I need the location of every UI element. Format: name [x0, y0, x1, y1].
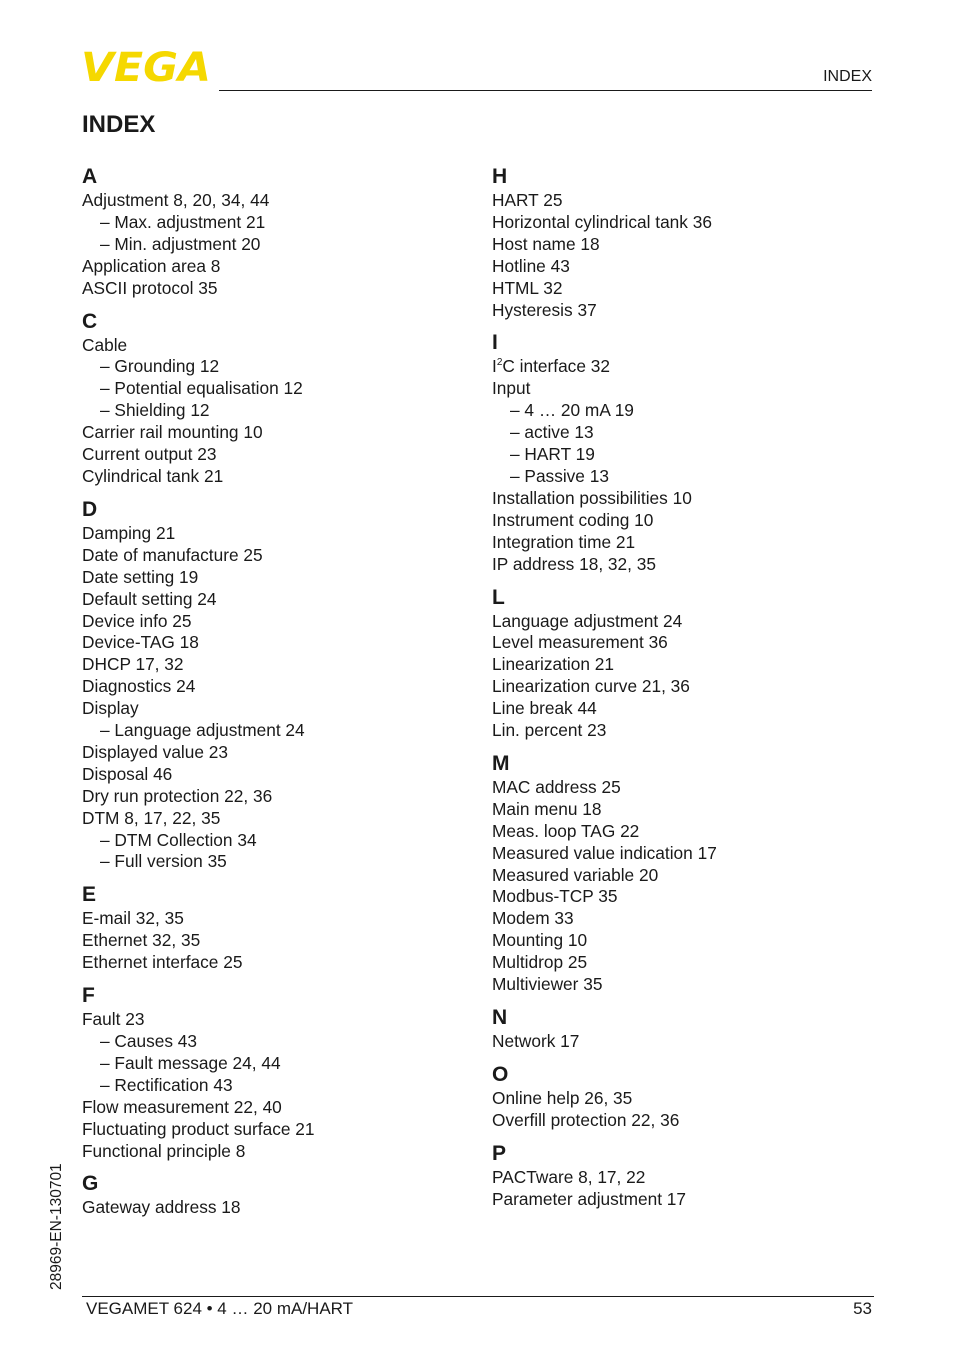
entry-text: Main menu 18 — [492, 798, 602, 819]
index-entry — [492, 1189, 872, 1211]
vega-logo — [80, 50, 212, 84]
index-entry — [82, 1141, 462, 1163]
index-entry — [82, 545, 462, 567]
index-entry — [492, 676, 872, 698]
page-number: 53 — [853, 1299, 872, 1318]
index-letter: F — [82, 984, 95, 1008]
index-entry — [492, 1088, 872, 1110]
index-entry — [492, 908, 872, 930]
index-entry — [492, 378, 872, 400]
index-section-o — [492, 1062, 872, 1132]
index-subentry — [82, 356, 462, 378]
entry-text: Multiviewer 35 — [492, 974, 603, 995]
index-letter: E — [82, 883, 97, 907]
index-entry — [82, 786, 462, 808]
entry-text: – Causes 43 — [100, 1031, 198, 1051]
entry-text: Integration time 21 — [492, 531, 636, 552]
entry-text: – Passive 13 — [510, 465, 609, 486]
index-subentry — [82, 378, 462, 400]
entry-text: Diagnostics 24 — [82, 676, 196, 697]
index-letter: O — [492, 1062, 509, 1086]
entry-text: Overfill protection 22, 36 — [492, 1109, 680, 1130]
entry-text: Parameter adjustment 17 — [492, 1188, 687, 1209]
index-entry — [492, 886, 872, 908]
header-section-label: INDEX — [823, 68, 872, 85]
entry-text: Cylindrical tank 21 — [82, 465, 224, 486]
index-entry — [492, 190, 872, 212]
entry-text: Date setting 19 — [82, 566, 199, 587]
entry-text: – Max. adjustment 21 — [100, 211, 266, 232]
entry-text: Modem 33 — [492, 908, 574, 929]
index-section-i — [492, 330, 872, 575]
index-entry — [82, 698, 462, 720]
entry-superscript: 2 — [496, 357, 503, 369]
index-letter: P — [492, 1141, 507, 1165]
index-entry — [82, 589, 462, 611]
index-entry — [82, 1197, 462, 1219]
index-entry — [82, 930, 462, 952]
index-entry — [82, 444, 462, 466]
index-subentry — [82, 1031, 462, 1053]
index-section-g — [82, 1171, 462, 1219]
index-entry — [492, 952, 872, 974]
index-subentry — [82, 830, 462, 852]
entry-text: Hotline 43 — [492, 255, 570, 276]
index-entry — [82, 676, 462, 698]
index-entry — [492, 611, 872, 633]
index-section-d — [82, 497, 462, 874]
page-title: INDEX — [82, 111, 156, 138]
index-subentry — [492, 444, 872, 466]
index-entry — [492, 1031, 872, 1053]
entry-text: Default setting 24 — [82, 588, 217, 609]
entry-text: – Min. adjustment 20 — [100, 233, 261, 254]
index-subentry — [82, 400, 462, 422]
index-entry — [82, 567, 462, 589]
index-entry — [492, 532, 872, 554]
entry-text: Fault 23 — [82, 1009, 145, 1030]
index-entry — [492, 356, 872, 378]
entry-text: Device-TAG 18 — [82, 632, 199, 653]
entry-text: HART 25 — [492, 190, 563, 210]
index-entry — [492, 234, 872, 256]
entry-text: Installation possibilities 10 — [492, 487, 692, 508]
index-section-l — [492, 585, 872, 742]
entry-text: IP address 18, 32, 35 — [492, 553, 656, 574]
index-entry — [82, 742, 462, 764]
entry-text: Language adjustment 24 — [492, 610, 683, 631]
entry-text: Displayed value 23 — [82, 741, 229, 762]
index-entry — [492, 1110, 872, 1132]
index-entry — [492, 554, 872, 576]
index-entry — [82, 654, 462, 676]
index-entry — [492, 777, 872, 799]
entry-text: Instrument coding 10 — [492, 509, 654, 530]
entry-text: – DTM Collection 34 — [100, 829, 257, 850]
entry-text: E-mail 32, 35 — [82, 908, 184, 929]
entry-text: – Full version 35 — [100, 851, 227, 872]
entry-text: Line break 44 — [492, 698, 597, 719]
index-subentry — [82, 1053, 462, 1075]
index-entry — [82, 808, 462, 830]
entry-text: Online help 26, 35 — [492, 1087, 633, 1108]
entry-text: ASCII protocol 35 — [82, 277, 218, 298]
index-entry — [492, 974, 872, 996]
index-subentry — [82, 1075, 462, 1097]
entry-text: Functional principle 8 — [82, 1140, 246, 1161]
index-entry — [492, 256, 872, 278]
entry-text: Ethernet 32, 35 — [82, 930, 201, 951]
index-entry — [492, 488, 872, 510]
index-subentry — [82, 720, 462, 742]
index-entry — [492, 799, 872, 821]
index-entry — [82, 1119, 462, 1141]
entry-text: – Rectification 43 — [100, 1074, 233, 1095]
index-column-right — [492, 164, 872, 1220]
entry-text: Hysteresis 37 — [492, 299, 597, 320]
index-section-e — [82, 882, 462, 974]
index-subentry — [82, 851, 462, 873]
entry-text: Input — [492, 378, 531, 399]
entry-prefix: I — [492, 356, 497, 377]
entry-text: – Language adjustment 24 — [100, 720, 305, 741]
index-section-c — [82, 309, 462, 488]
entry-text: – active 13 — [510, 422, 594, 443]
index-entry — [492, 698, 872, 720]
entry-text: – Shielding 12 — [100, 400, 210, 421]
index-entry — [492, 843, 872, 865]
entry-text: DHCP 17, 32 — [82, 654, 184, 675]
entry-text: MAC address 25 — [492, 776, 621, 797]
index-entry — [492, 720, 872, 742]
entry-text: PACTware 8, 17, 22 — [492, 1166, 646, 1187]
index-letter: L — [492, 585, 505, 609]
index-entry — [82, 466, 462, 488]
index-letter: N — [492, 1006, 508, 1029]
entry-text: Multidrop 25 — [492, 952, 588, 973]
entry-text: Lin. percent 23 — [492, 720, 607, 741]
entry-text: Device info 25 — [82, 610, 192, 631]
index-entry — [492, 930, 872, 952]
entry-text: Measured variable 20 — [492, 864, 659, 885]
entry-text: Fluctuating product surface 21 — [82, 1118, 315, 1139]
index-letter: D — [82, 497, 98, 521]
entry-text: Linearization curve 21, 36 — [492, 676, 690, 697]
entry-text: – HART 19 — [510, 444, 595, 465]
entry-text: Host name 18 — [492, 233, 600, 254]
index-entry — [492, 865, 872, 887]
index-entry — [82, 278, 462, 300]
index-entry — [82, 1097, 462, 1119]
entry-text: Mounting 10 — [492, 930, 588, 951]
index-entry — [82, 422, 462, 444]
entry-text: C interface 32 — [502, 356, 610, 377]
index-section-h — [492, 164, 872, 321]
entry-text: Meas. loop TAG 22 — [492, 820, 640, 841]
index-subentry — [492, 400, 872, 422]
entry-text: Dry run protection 22, 36 — [82, 785, 273, 806]
index-entry — [492, 632, 872, 654]
index-entry — [492, 821, 872, 843]
entry-text: Ethernet interface 25 — [82, 952, 243, 973]
entry-text: – Potential equalisation 12 — [100, 378, 303, 399]
footer-product: VEGAMET 624 • 4 … 20 mA/HART — [86, 1299, 354, 1318]
entry-text: Linearization 21 — [492, 654, 615, 675]
index-section-a — [82, 164, 462, 300]
entry-text: Adjustment 8, 20, 34, 44 — [82, 190, 270, 210]
entry-text: Measured value indication 17 — [492, 842, 717, 863]
entry-text: – 4 … 20 mA 19 — [510, 400, 634, 421]
header-rule — [219, 90, 872, 91]
index-entry — [82, 611, 462, 633]
entry-text: Horizontal cylindrical tank 36 — [492, 211, 712, 232]
index-subentry — [82, 234, 462, 256]
index-entry — [82, 764, 462, 786]
index-entry — [82, 256, 462, 278]
index-section-n — [492, 1005, 872, 1053]
index-entry — [82, 908, 462, 930]
entry-text: Damping 21 — [82, 522, 176, 543]
index-entry — [492, 212, 872, 234]
index-entry — [82, 632, 462, 654]
entry-text: Network 17 — [492, 1031, 580, 1051]
vega-logo-text: VEGA — [81, 50, 211, 84]
index-letter: G — [82, 1172, 99, 1196]
index-subentry — [492, 422, 872, 444]
entry-text: HTML 32 — [492, 277, 563, 298]
index-entry — [82, 952, 462, 974]
index-entry — [492, 654, 872, 676]
index-entry — [82, 1009, 462, 1031]
entry-text: – Grounding 12 — [100, 356, 220, 377]
index-letter: C — [82, 309, 98, 333]
entry-text: Disposal 46 — [82, 763, 173, 784]
entry-text: Modbus-TCP 35 — [492, 886, 618, 907]
index-entry — [492, 300, 872, 322]
index-entry — [492, 278, 872, 300]
document-code: 28969-EN-130701 — [48, 1163, 65, 1290]
entry-text: Application area 8 — [82, 255, 221, 276]
entry-text: Cable — [82, 334, 128, 355]
entry-text: Level measurement 36 — [492, 632, 668, 653]
index-column-left — [82, 164, 462, 1228]
index-entry — [82, 523, 462, 545]
index-section-f — [82, 983, 462, 1162]
entry-text: Flow measurement 22, 40 — [82, 1096, 282, 1117]
entry-text: – Fault message 24, 44 — [100, 1052, 281, 1073]
index-section-m — [492, 751, 872, 996]
footer-rule — [82, 1296, 874, 1297]
index-letter: M — [492, 751, 510, 775]
entry-text: Current output 23 — [82, 444, 217, 465]
index-subentry — [82, 212, 462, 234]
entry-text: Carrier rail mounting 10 — [82, 422, 263, 443]
entry-text: Date of manufacture 25 — [82, 544, 263, 565]
index-letter: H — [492, 165, 508, 188]
index-entry — [492, 1167, 872, 1189]
index-subentry — [492, 466, 872, 488]
index-section-p — [492, 1141, 872, 1211]
index-entry — [492, 510, 872, 532]
entry-text: DTM 8, 17, 22, 35 — [82, 807, 221, 828]
entry-text: Gateway address 18 — [82, 1197, 241, 1218]
index-entry — [82, 335, 462, 357]
index-letter: I — [492, 331, 498, 355]
entry-text: Display — [82, 698, 139, 719]
index-letter: A — [82, 165, 98, 188]
index-entry — [82, 190, 462, 212]
